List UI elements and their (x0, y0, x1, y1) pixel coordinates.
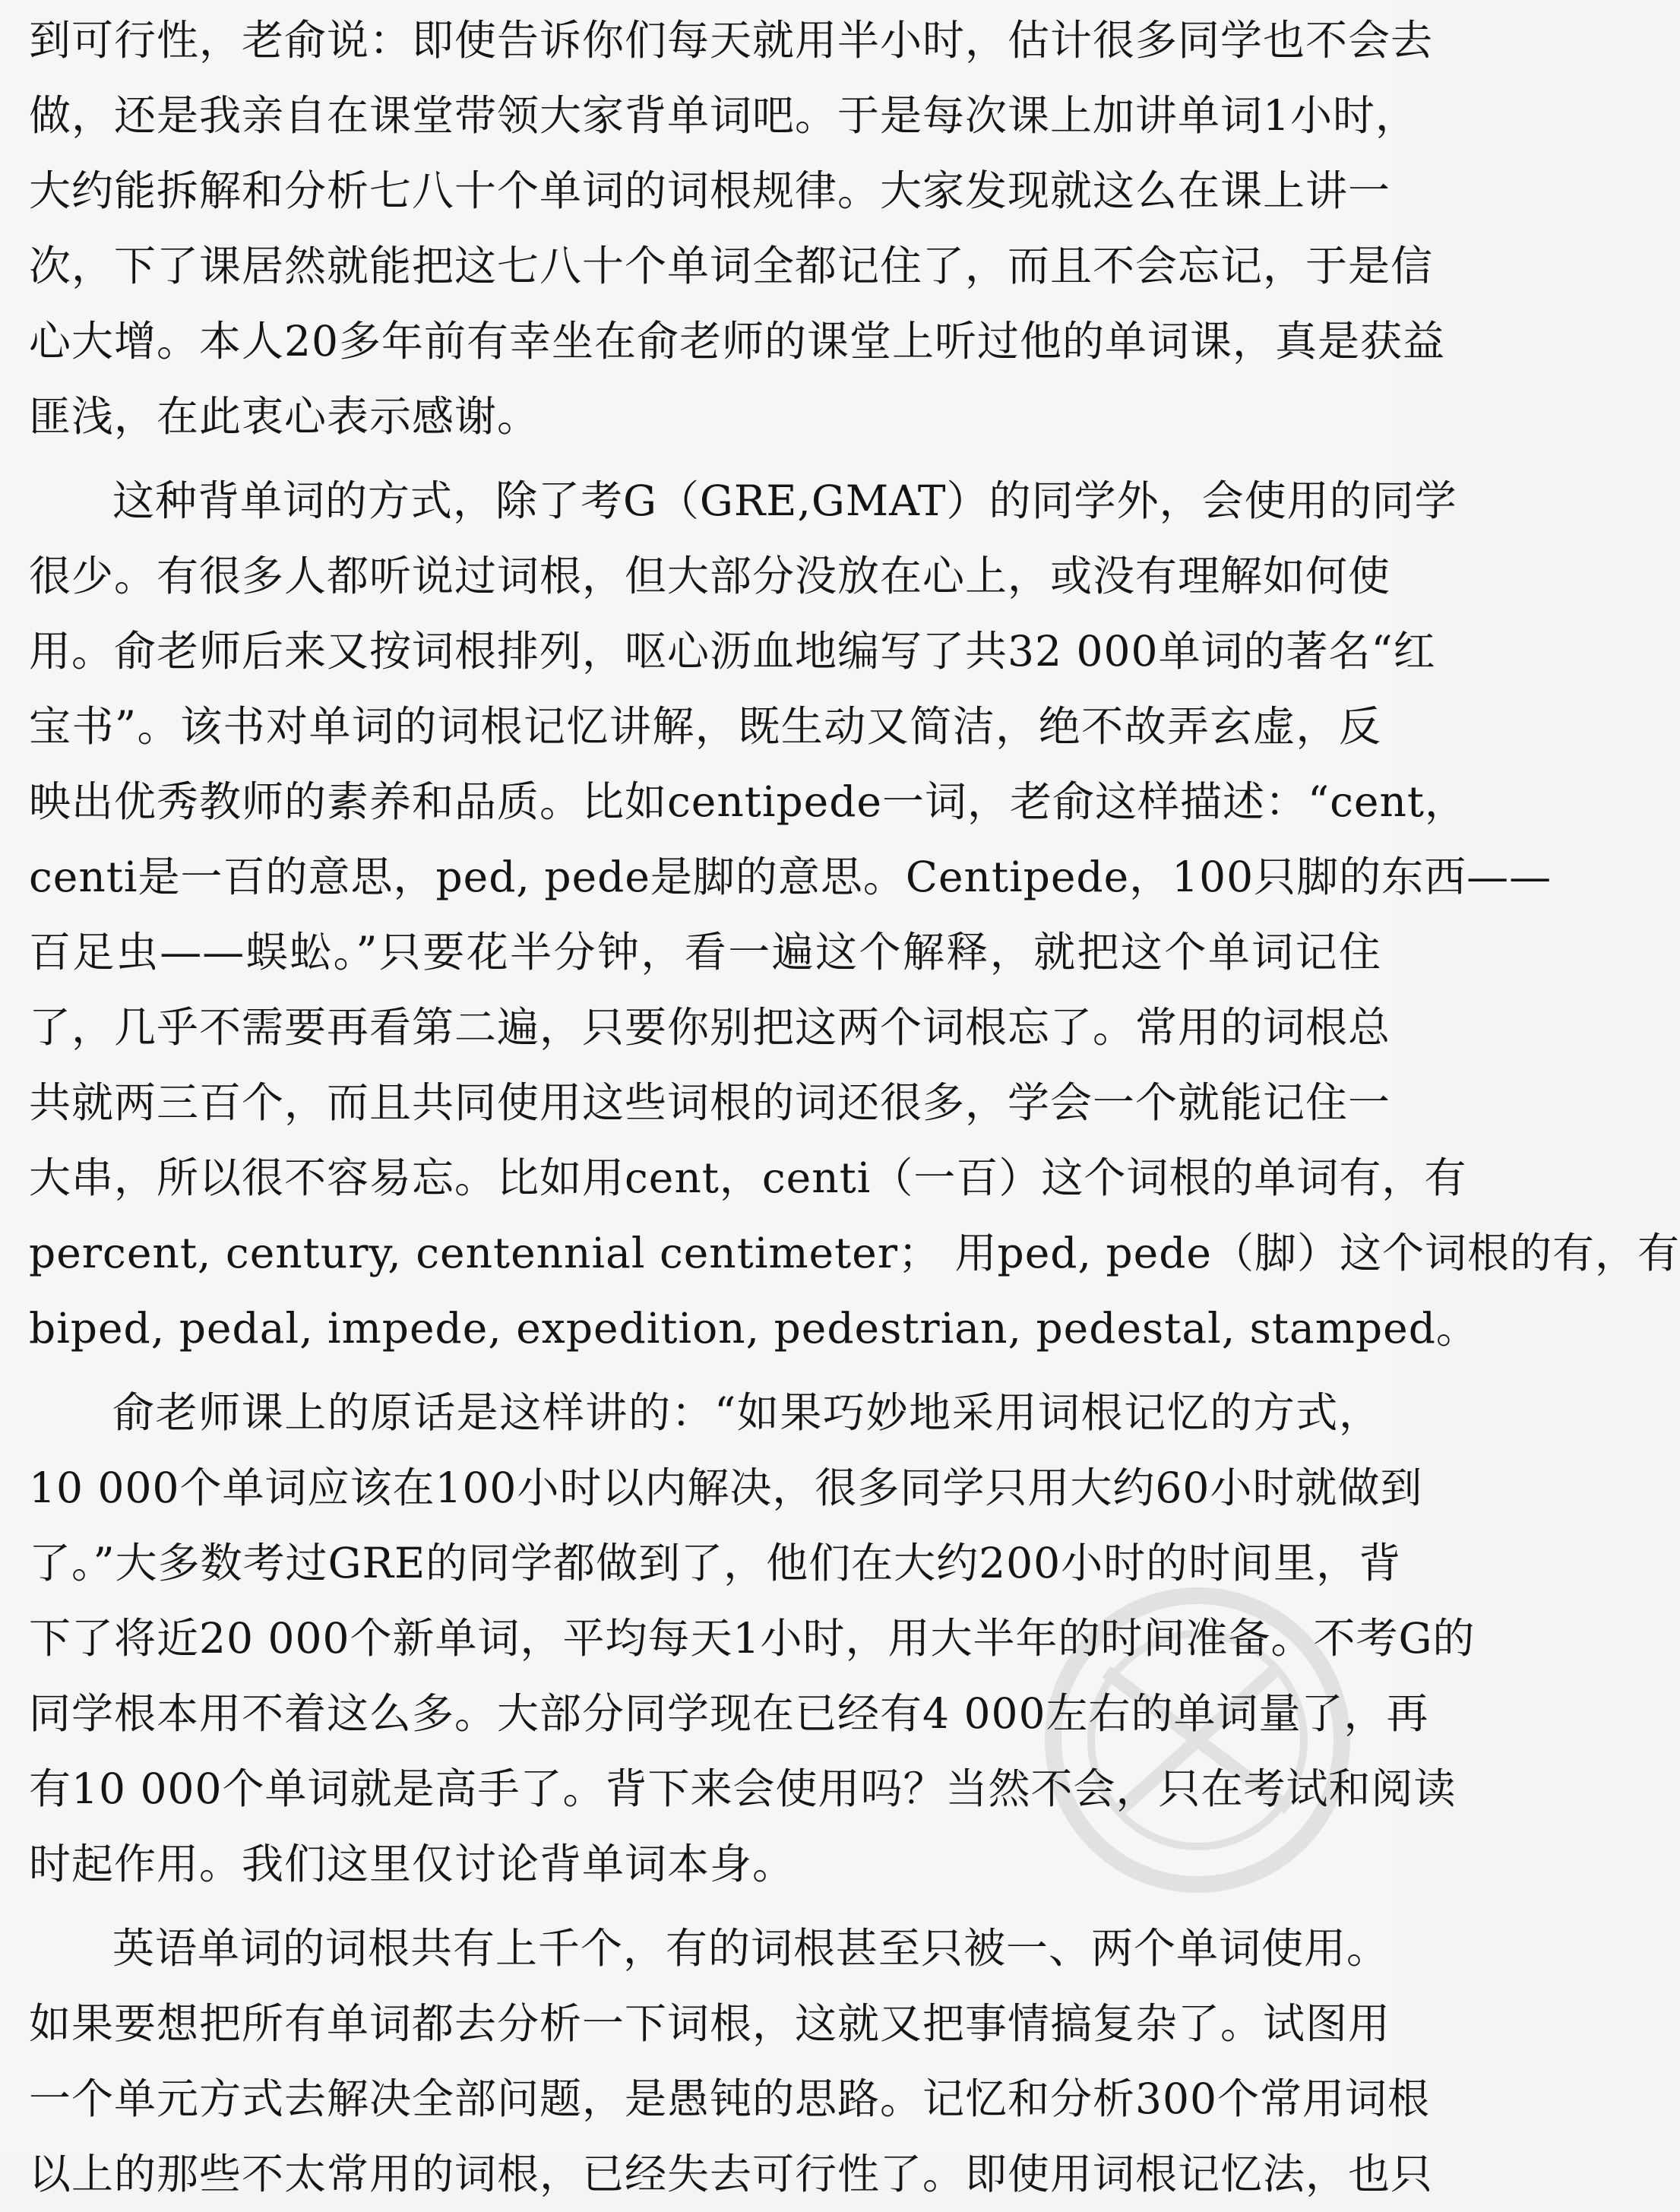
text-line: 英语单词的词根共有上千个，有的词根甚至只被一、两个单词使用。 (112, 1924, 1390, 1973)
text-line: 有10 000个单词就是高手了。背下来会使用吗？当然不会，只在考试和阅读 (29, 1764, 1457, 1813)
text-line: percent, century, centennial centimeter； 用ped, pede（脚）这个词根的有，有 (29, 1229, 1680, 1277)
text-line: 宝书”。该书对单词的词根记忆讲解，既生动又简洁，绝不故弄玄虚，反 (29, 702, 1381, 751)
paragraph (29, 1375, 1476, 1902)
text-line: 了，几乎不需要再看第二遍，只要你别把这两个词根忘了。常用的词根总 (29, 1003, 1391, 1052)
text-line: 次，下了课居然就能把这七八十个单词全都记住了，而且不会忘记，于是信 (29, 242, 1434, 290)
text-line: 用。俞老师后来又按词根排列，呕心沥血地编写了共32 000单词的著名“红 (29, 627, 1436, 676)
body-text (29, 3, 1680, 2212)
text-line: 百足虫——蜈蚣。”只要花半分钟，看一遍这个解释，就把这个单词记住 (29, 928, 1381, 976)
text-line: 大串，所以很不容易忘。比如用cent，centi（一百）这个词根的单词有，有 (29, 1153, 1467, 1202)
paragraph (29, 3, 1445, 454)
text-line: 一个单元方式去解决全部问题，是愚钝的思路。记忆和分析300个常用词根 (29, 2074, 1430, 2123)
text-line: 很少。有很多人都听说过词根，但大部分没放在心上，或没有理解如何使 (29, 552, 1391, 600)
text-line: centi是一百的意思，ped, pede是脚的意思。Centipede，100只脚的东西—— (29, 853, 1552, 901)
text-line: 同学根本用不着这么多。大部分同学现在已经有4 000左右的单词量了，再 (29, 1689, 1429, 1738)
text-line: 心大增。本人20多年前有幸坐在俞老师的课堂上听过他的单词课，真是获益 (29, 317, 1445, 366)
text-line: 10 000个单词应该在100小时以内解决，很多同学只用大约60小时就做到 (29, 1464, 1423, 1512)
text-line: 到可行性，老俞说：即使告诉你们每天就用半小时，估计很多同学也不会去 (29, 16, 1434, 65)
text-line: 以上的那些不太常用的词根，已经失去可行性了。即使用词根记忆法，也只 (29, 2150, 1434, 2198)
text-line: 映出优秀教师的素养和品质。比如centipede一词，老俞这样描述：“cent， (29, 777, 1467, 826)
text-line: 俞老师课上的原话是这样讲的：“如果巧妙地采用词根记忆的方式， (112, 1388, 1381, 1437)
text-line: 了。”大多数考过GRE的同学都做到了，他们在大约200小时的时间里，背 (29, 1539, 1402, 1587)
text-line: 做，还是我亲自在课堂带领大家背单词吧。于是每次课上加讲单词1小时， (29, 91, 1418, 140)
text-line: biped, pedal, impede, expedition, pedestrian, pedestal, stamped。 (29, 1304, 1479, 1353)
text-line: 共就两三百个，而且共同使用这些词根的词还很多，学会一个就能记住一 (29, 1078, 1391, 1127)
text-line: 下了将近20 000个新单词，平均每天1小时，用大半年的时间准备。不考G的 (29, 1614, 1476, 1663)
paragraph (29, 464, 1680, 1366)
text-line: 大约能拆解和分析七八十个单词的词根规律。大家发现就这么在课上讲一 (29, 166, 1391, 215)
text-line: 这种背单词的方式，除了考G（GRE,GMAT）的同学外，会使用的同学 (112, 476, 1457, 525)
text-line: 如果要想把所有单词都去分析一下词根，这就又把事情搞复杂了。试图用 (29, 1999, 1391, 2048)
text-line: 时起作用。我们这里仅讨论背单词本身。 (29, 1840, 796, 1888)
text-line: 匪浅，在此衷心表示感谢。 (29, 392, 540, 441)
paragraph (29, 1911, 1434, 2212)
